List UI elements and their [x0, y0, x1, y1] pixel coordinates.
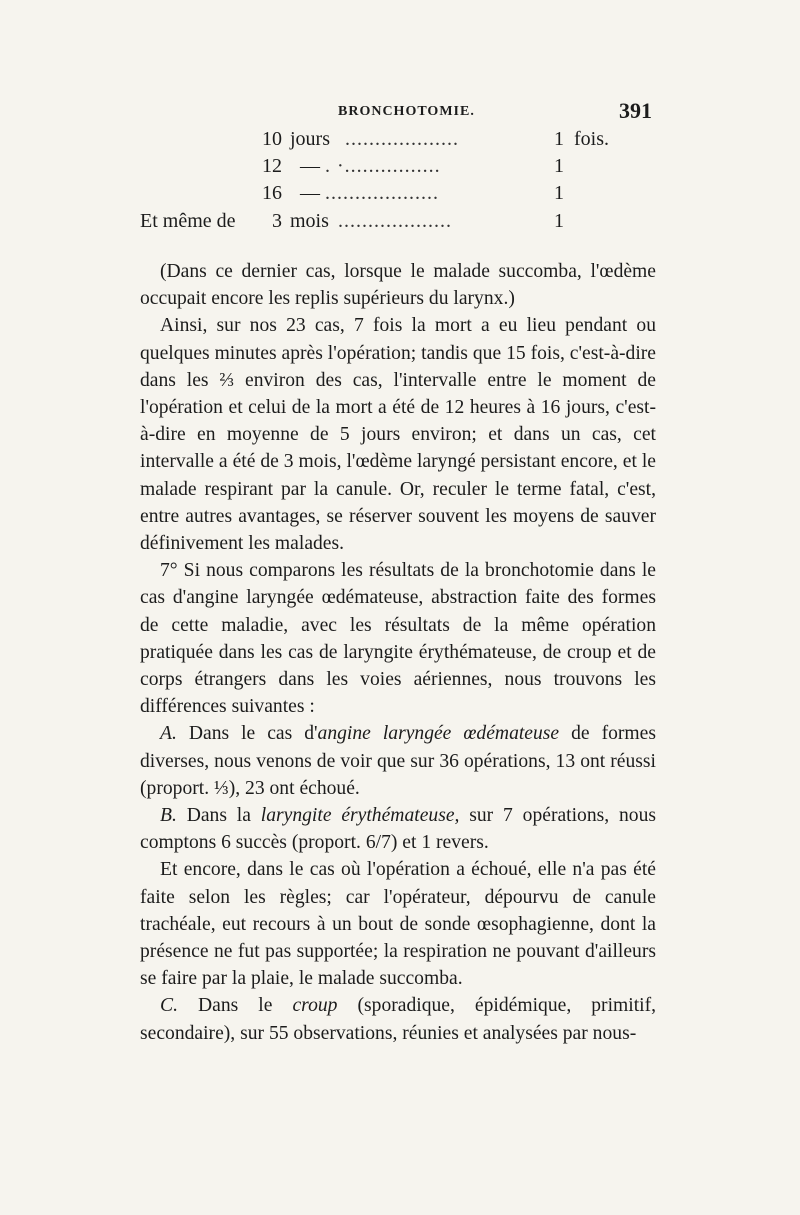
item-b-after: sur 7 opérations, nous comptons 6 succès (proport. 6/7) et 1 revers.	[140, 805, 657, 854]
item-a-after: de formes diverses, nous venons de voir que sur 36 opérations, 13 ont réussi (proport. ⅓), 23 ont échoué.	[140, 723, 656, 799]
row-unit: —	[300, 182, 320, 204]
table-row	[0, 151, 800, 181]
paragraph-comparison: 7° Si nous comparons les résultats de la bronchotomie dans le cas d'angine laryngée œdémateuse, abstraction faite des formes de cette maladie, avec les résultats de la même opération pratiquée dans les cas de laryngite érythémateuse, de croup et de corps étrangers dans les voies aériennes, nous trouvons les différences suivantes :	[140, 560, 656, 718]
row-leader: . ·................	[325, 155, 441, 177]
paragraph-a	[140, 720, 656, 802]
row-number: 16	[262, 182, 282, 204]
paragraph-ainsi: Ainsi, sur nos 23 cas, 7 fois la mort a eu lieu pendant ou quelques minutes après l'opération; tandis que 15 fois, c'est-à-dire dans les ⅔ environ des cas, l'intervalle entre le moment de l'opération et celui de la mort a été de 12 heures à 16 jours, c'est-à-dire en moyenne de 5 jours environ; et dans un cas, cet intervalle a été de 3 mois, l'œdème laryngé persistant encore, et le malade respirant par la canule. Or, reculer le terme fatal, c'est, entre autres avantages, se réserver souvent les moyens de sauver définivement les malades.	[140, 315, 656, 555]
running-title: BRONCHOTOMIE.	[338, 104, 475, 119]
row-count: 1	[554, 182, 564, 204]
item-b-before: Dans la	[176, 805, 261, 827]
row-leader: ...................	[325, 182, 439, 204]
body-text	[140, 258, 656, 1047]
item-letter-c: C.	[160, 995, 178, 1017]
item-c-italic: croup	[292, 995, 338, 1017]
row-count: 1	[554, 210, 564, 232]
paragraph-c	[140, 992, 656, 1046]
row-number: 12	[262, 155, 282, 177]
item-a-italic: angine laryngée œdémateuse	[317, 723, 560, 745]
row-count: 1	[554, 128, 564, 150]
page-number: 391	[619, 98, 652, 123]
row-unit: jours	[290, 128, 330, 150]
paragraph-et-encore: Et encore, dans le cas où l'opération a échoué, elle n'a pas été faite selon les règles; car l'opérateur, dépourvu de canule trachéale, eut recours à un bout de sonde œsophagienne, dont la présence ne fut pas supportée; la respiration ne pouvant d'ailleurs se faire par la plaie, le malade succomba.	[140, 859, 656, 990]
row-number: 3	[272, 210, 282, 232]
item-letter-b: B.	[160, 805, 177, 827]
item-letter-a: A.	[160, 723, 177, 745]
row-unit: mois	[290, 210, 329, 232]
table-row	[0, 178, 800, 208]
row-suffix: fois.	[574, 128, 609, 150]
table-row	[0, 206, 800, 236]
row-leader: ...................	[338, 210, 452, 232]
row-count: 1	[554, 155, 564, 177]
item-b-italic: laryngite érythémateuse,	[260, 805, 460, 827]
item-c-before: Dans le	[177, 995, 293, 1017]
row-leader: ...................	[345, 128, 459, 150]
row-unit: —	[300, 155, 320, 177]
row-prefix: Et même de	[140, 210, 236, 232]
row-number: 10	[262, 128, 282, 150]
item-a-before: Dans le cas d'	[176, 723, 318, 745]
paragraph-b	[140, 802, 656, 856]
item-c-after: (sporadique, épidémique, primitif, secondaire), sur 55 observations, réunies et analysées par nous-	[140, 995, 657, 1044]
table-row	[0, 124, 800, 154]
paragraph-note: (Dans ce dernier cas, lorsque le malade succomba, l'œdème occupait encore les replis supérieurs du larynx.)	[140, 261, 656, 310]
